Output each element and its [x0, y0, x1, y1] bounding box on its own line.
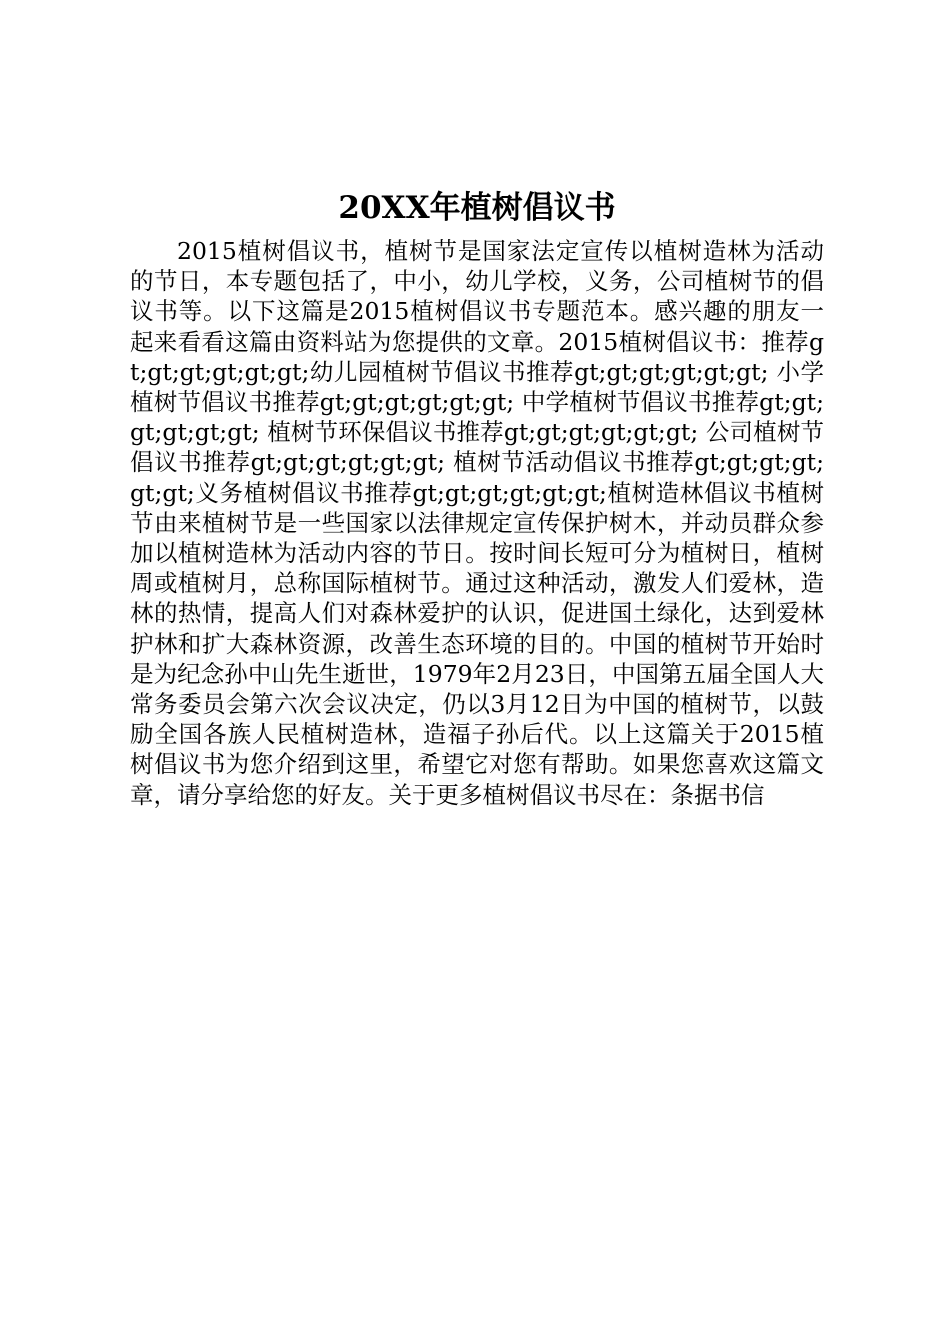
document-body-paragraph: 2015植树倡议书，植树节是国家法定宣传以植树造林为活动的节日，本专题包括了，中小，幼儿学校，义务，公司植树节的倡议书等。以下这篇是2015植树倡议书专题范本。感兴趣的朋友一起来看看这篇由资料站为您提供的文章。2015植树倡议书：推荐gt;gt;gt;gt;gt;gt;幼儿园植树节倡议书推荐gt;gt;gt;gt;gt;gt; 小学植树节倡议书推荐gt;gt;gt;gt;gt;gt; 中学植树节倡议书推荐gt;gt;gt;gt;gt;gt; 植树节环保倡议书推荐gt;gt;gt;gt;gt;gt; 公司植树节倡议书推荐gt;gt;gt;gt;gt;gt; 植树节活动倡议书推荐gt;gt;gt;gt;gt;gt;义务植树倡议书推荐gt;gt;gt;gt;gt;gt;植树造林倡议书植树节由来植树节是一些国家以法律规定宣传保护树木，并动员群众参加以植树造林为活动内容的节日。按时间长短可分为植树日，植树周或植树月，总称国际植树节。通过这种活动，激发人们爱林，造林的热情，提高人们对森林爱护的认识，促进国土绿化，达到爱林护林和扩大森林资源，改善生态环境的目的。中国的植树节开始时是为纪念孙中山先生逝世，1979年2月23日，中国第五届全国人大常务委员会第六次会议决定，仍以3月12日为中国的植树节，以鼓励全国各族人民植树造林，造福子孙后代。以上这篇关于2015植树倡议书为您介绍到这里，希望它对您有帮助。如果您喜欢这篇文章，请分享给您的好友。关于更多植树倡议书尽在：条据书信	[130, 237, 824, 809]
document-title: 20XX年植树倡议书	[338, 190, 616, 226]
